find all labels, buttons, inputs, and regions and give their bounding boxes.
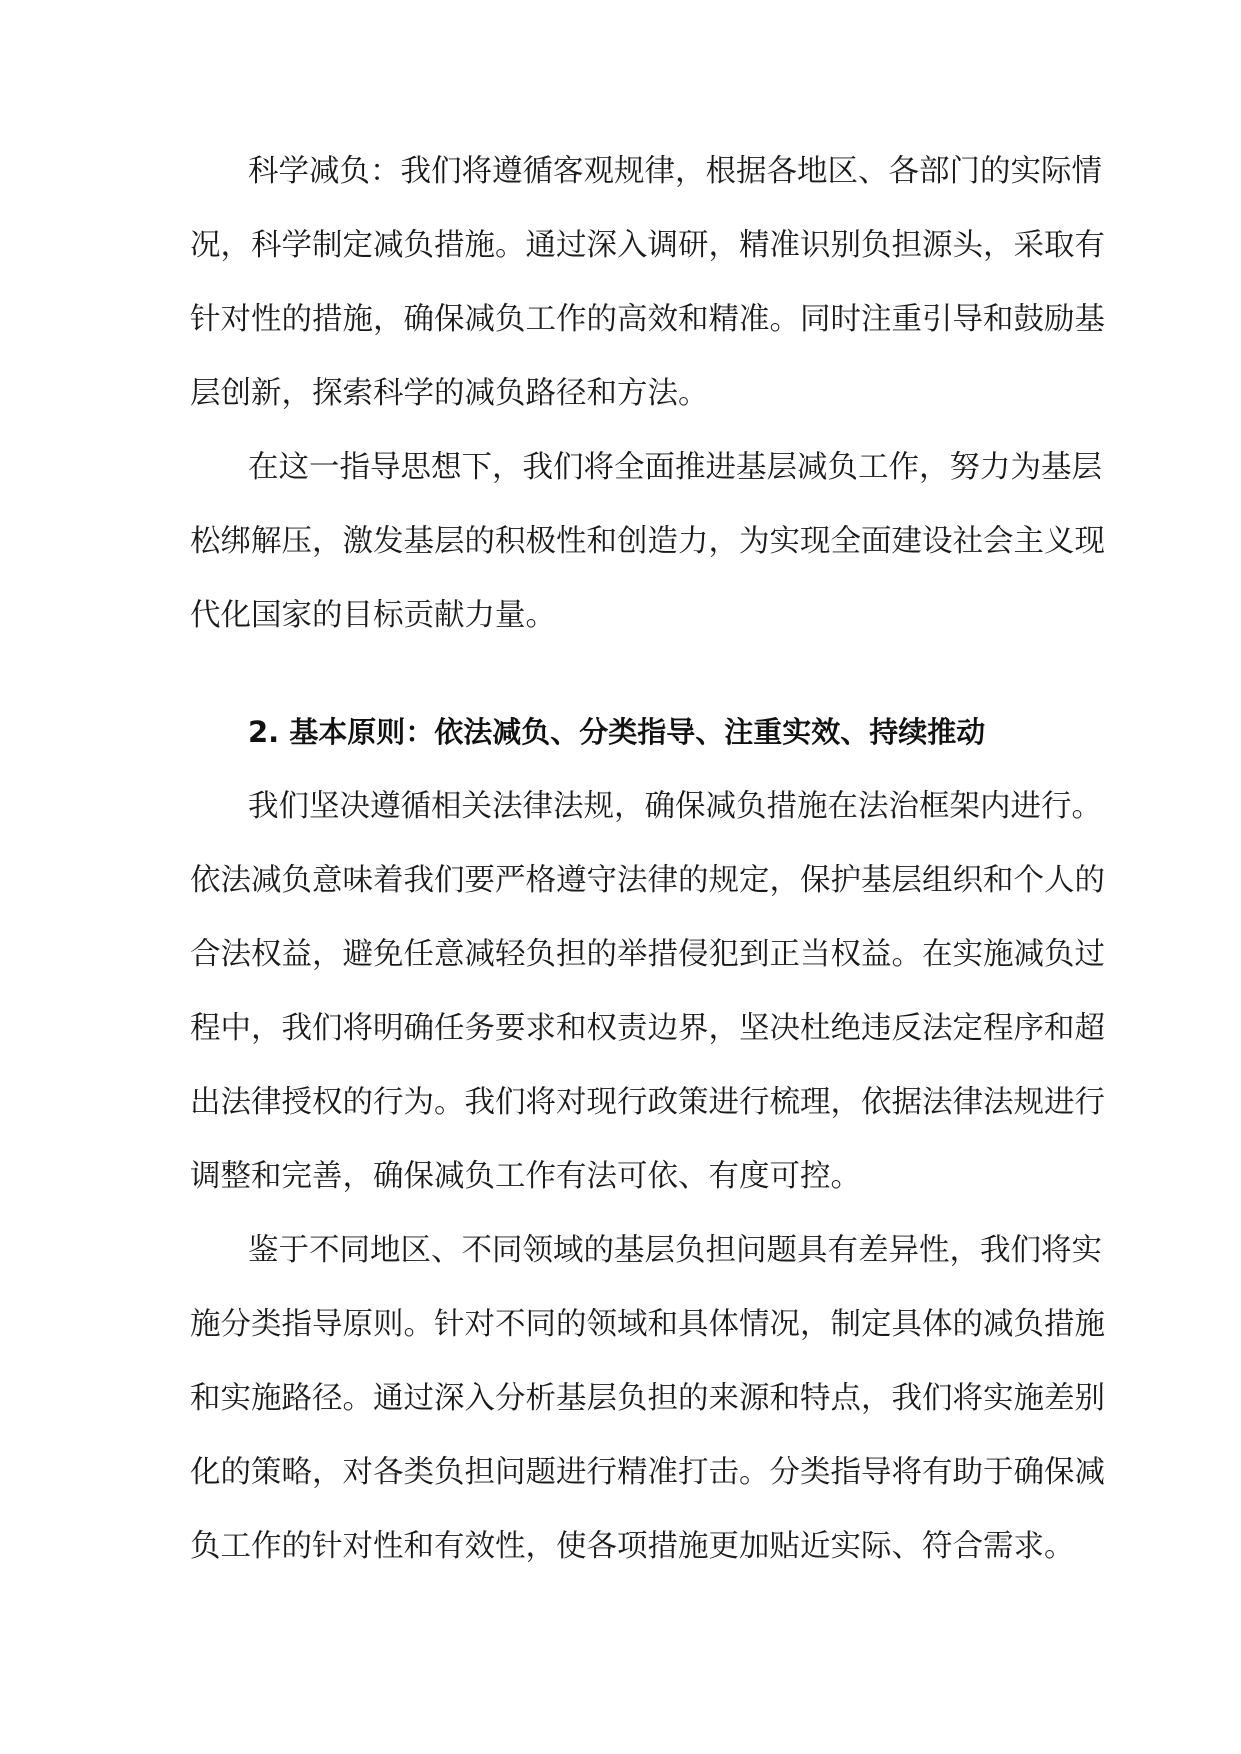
text-line: 科学减负：我们将遵循客观规律，根据各地区、各部门的实际情	[248, 154, 1102, 189]
text-line: 负工作的针对性和有效性，使各项措施更加贴近实际、符合需求。	[190, 1529, 1075, 1564]
text-line: 和实施路径。通过深入分析基层负担的来源和特点，我们将实施差别	[190, 1381, 1105, 1416]
text-line: 合法权益，避免任意减轻负担的举措侵犯到正当权益。在实施减负过	[190, 937, 1105, 972]
text-line: 化的策略，对各类负担问题进行精准打击。分类指导将有助于确保减	[190, 1455, 1105, 1490]
text-line: 代化国家的目标贡献力量。	[190, 598, 556, 633]
text-line: 施分类指导原则。针对不同的领域和具体情况，制定具体的减负措施	[190, 1307, 1105, 1342]
text-line: 针对性的措施，确保减负工作的高效和精准。同时注重引导和鼓励基	[190, 302, 1105, 337]
section-heading: 2. 基本原则：依法减负、分类指导、注重实效、持续推动	[248, 715, 986, 749]
text-line: 我们坚决遵循相关法律法规，确保减负措施在法治框架内进行。	[248, 789, 1102, 824]
text-line: 程中，我们将明确任务要求和权责边界，坚决杜绝违反法定程序和超	[190, 1011, 1105, 1046]
text-line: 鉴于不同地区、不同领域的基层负担问题具有差异性，我们将实	[248, 1233, 1102, 1268]
text-line: 在这一指导思想下，我们将全面推进基层减负工作，努力为基层	[248, 450, 1102, 485]
text-line: 依法减负意味着我们要严格遵守法律的规定，保护基层组织和个人的	[190, 863, 1105, 898]
text-line: 出法律授权的行为。我们将对现行政策进行梳理，依据法律法规进行	[190, 1085, 1105, 1120]
text-line: 况，科学制定减负措施。通过深入调研，精准识别负担源头，采取有	[190, 228, 1105, 263]
text-line: 松绑解压，激发基层的积极性和创造力，为实现全面建设社会主义现	[190, 524, 1105, 559]
text-line: 调整和完善，确保减负工作有法可依、有度可控。	[190, 1159, 861, 1194]
text-line: 层创新，探索科学的减负路径和方法。	[190, 376, 709, 411]
